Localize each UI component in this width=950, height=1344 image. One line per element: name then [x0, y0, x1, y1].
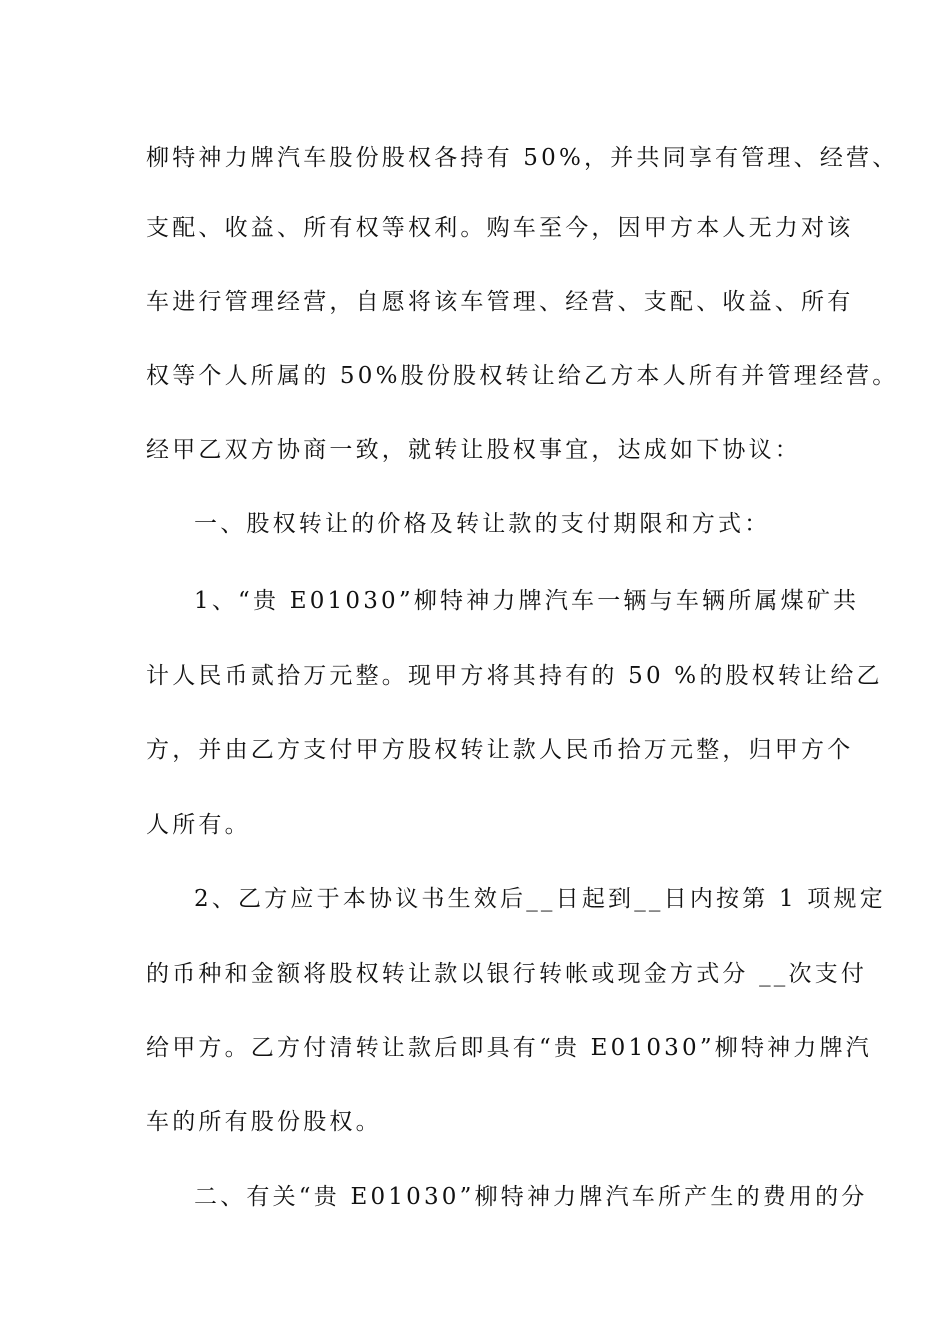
paragraph-line: 的币种和金额将股权转让款以银行转帐或现金方式分 __次支付 [146, 961, 868, 987]
paragraph-line: 人所有。 [146, 812, 251, 838]
clause-2-line: 2、乙方应于本协议书生效后__日起到__日内按第 1 项规定 [194, 886, 886, 912]
paragraph-line: 计人民币贰拾万元整。现甲方将其持有的 50 %的股权转让给乙 [146, 663, 883, 689]
section-heading-1: 一、股权转让的价格及转让款的支付期限和方式： [194, 511, 771, 537]
paragraph-line: 给甲方。乙方付清转让款后即具有“贵 E01030”柳特神力牌汽 [146, 1035, 872, 1061]
clause-1-line: 1、“贵 E01030”柳特神力牌汽车一辆与车辆所属煤矿共 [194, 588, 860, 614]
paragraph-line: 车进行管理经营，自愿将该车管理、经营、支配、收益、所有 [146, 289, 854, 315]
paragraph-line: 车的所有股份股权。 [146, 1109, 382, 1135]
section-heading-2: 二、有关“贵 E01030”柳特神力牌汽车所产生的费用的分 [194, 1184, 868, 1210]
paragraph-line: 支配、收益、所有权等权利。购车至今，因甲方本人无力对该 [146, 215, 854, 241]
paragraph-line: 柳特神力牌汽车股份股权各持有 50%，并共同享有管理、经营、 [146, 145, 899, 171]
paragraph-line: 方，并由乙方支付甲方股权转让款人民币拾万元整，归甲方个 [146, 737, 854, 763]
paragraph-line: 权等个人所属的 50%股份股权转让给乙方本人所有并管理经营。 [146, 363, 899, 389]
paragraph-line: 经甲乙双方协商一致，就转让股权事宜，达成如下协议： [146, 437, 801, 463]
